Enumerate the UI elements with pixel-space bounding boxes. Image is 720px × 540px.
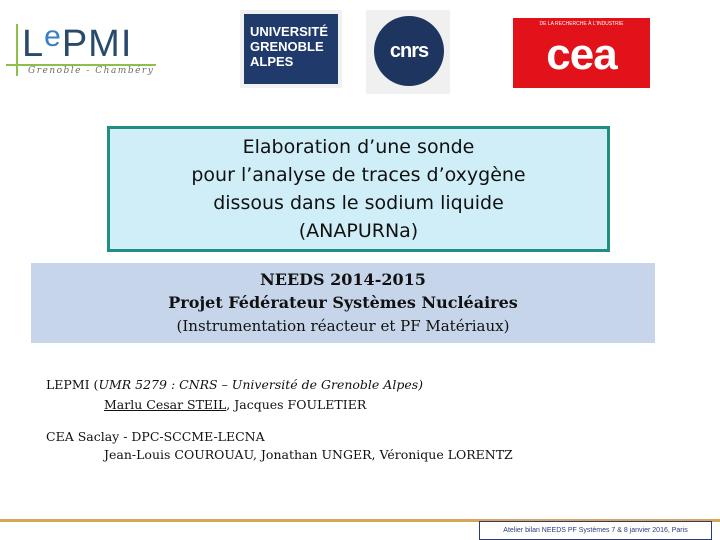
uga-logo-line2: GRENOBLE xyxy=(250,39,324,54)
title-box xyxy=(107,126,610,252)
uga-logo-line3: ALPES xyxy=(250,54,294,69)
cea-logo xyxy=(513,18,650,88)
needs-program: NEEDS 2014-2015 xyxy=(260,270,426,289)
title-line-4: (ANAPURNa) xyxy=(298,220,419,242)
lepmi-logo-subtitle: Grenoble - Chambéry xyxy=(28,66,155,76)
title-line-3: dissous dans le sodium liquide xyxy=(213,192,504,214)
cea-logo-word: cea xyxy=(546,30,617,79)
cea-affiliation: CEA Saclay - DPC-SCCME-LECNA xyxy=(46,429,265,444)
needs-scope: (Instrumentation réacteur et PF Matériaux) xyxy=(176,317,510,335)
cnrs-logo xyxy=(366,10,450,94)
footer-event-label: Atelier bilan NEEDS PF Systèmes 7 & 8 janvier 2016, Paris xyxy=(479,521,712,540)
lepmi-logo-wordmark: LePMI xyxy=(22,20,133,65)
title-line-2: pour l’analyse de traces d’oxygène xyxy=(191,164,526,186)
lepmi-affiliation: LEPMI (UMR 5279 : CNRS – Université de Grenoble Alpes) xyxy=(46,377,424,392)
uga-logo-line1: UNIVERSITÉ xyxy=(250,24,329,39)
cea-authors: Jean-Louis COUROUAU, Jonathan UNGER, Véronique LORENTZ xyxy=(104,447,513,462)
needs-project: Projet Fédérateur Systèmes Nucléaires xyxy=(168,293,518,312)
cnrs-logo-text: cnrs xyxy=(374,16,444,86)
cea-logo-tagline: DE LA RECHERCHE À L'INDUSTRIE xyxy=(539,21,624,27)
presenting-author: Marlu Cesar STEIL xyxy=(104,397,227,412)
lepmi-logo-vertical-line xyxy=(16,24,18,76)
lepmi-logo xyxy=(6,18,156,80)
lepmi-affiliation-detail: UMR 5279 : CNRS – Université de Grenoble Alpes) xyxy=(98,377,424,392)
uga-logo xyxy=(240,10,342,88)
lepmi-authors xyxy=(104,397,366,412)
needs-band xyxy=(31,263,655,343)
title-line-1: Elaboration d’une sonde xyxy=(242,136,475,158)
lepmi-coauthors: , Jacques FOULETIER xyxy=(226,397,367,412)
